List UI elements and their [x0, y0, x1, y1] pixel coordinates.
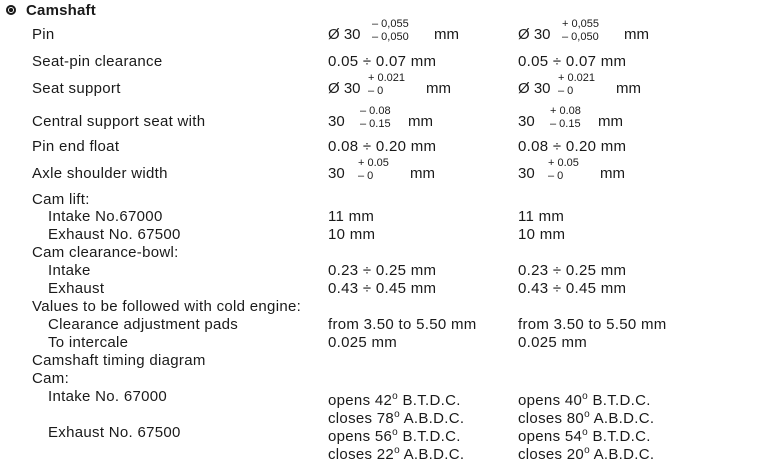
value-col2: from 3.50 to 5.50 mm: [518, 316, 667, 333]
group-label: Cam lift:: [32, 191, 90, 208]
group-label: Cam:: [32, 370, 70, 387]
tol-unit: mm: [600, 165, 625, 182]
row-label: Clearance adjustment pads: [48, 316, 239, 333]
value-col1: 11 mm: [328, 208, 375, 225]
timing-post: A.B.D.C.: [589, 410, 655, 427]
tol-stack: [548, 157, 579, 183]
tol-upper: + 0.08: [550, 105, 581, 117]
tol-upper: – 0,055: [372, 18, 409, 30]
value-col2: 0.08 ÷ 0.20 mm: [518, 138, 627, 155]
value-col1: 0.43 ÷ 0.45 mm: [328, 280, 437, 297]
tol-upper: + 0.021: [558, 72, 596, 84]
row-label: Pin end float: [32, 138, 120, 155]
row-label: To intercale: [48, 334, 129, 351]
tol-stack: [372, 18, 409, 44]
tol-upper: + 0,055: [562, 18, 600, 30]
spec-row-intake-clearance: [0, 262, 761, 280]
value-col2: 10 mm: [518, 226, 566, 243]
spec-group-cam-clearance: [0, 244, 761, 262]
tol-stack: [550, 105, 581, 131]
tol-unit: mm: [426, 80, 451, 97]
tol-base: 30: [518, 165, 535, 182]
timing-pre: opens 42: [328, 392, 393, 409]
group-label: Cam clearance-bowl:: [32, 244, 179, 261]
degree-sign: o: [392, 391, 398, 402]
tol-base: 30: [328, 113, 345, 130]
tol-upper: + 0.05: [358, 157, 389, 169]
section-title: Camshaft: [26, 1, 96, 19]
value-col1: from 3.50 to 5.50 mm: [328, 316, 477, 333]
spec-row-exhaust-timing-close: [0, 442, 761, 463]
value-col1: 0.08 ÷ 0.20 mm: [328, 138, 437, 155]
spec-row-exhaust-lift: [0, 226, 761, 244]
timing-post: A.B.D.C.: [399, 446, 465, 463]
tol-stack: [358, 157, 389, 183]
tol-lower: – 0.15: [550, 118, 581, 130]
value-col1: 10 mm: [328, 226, 376, 243]
value-col2: 0.43 ÷ 0.45 mm: [518, 280, 627, 297]
tol-base: 30: [518, 113, 535, 130]
tol-stack: [360, 105, 391, 131]
timing-post: A.B.D.C.: [399, 410, 465, 427]
row-label: Seat-pin clearance: [32, 53, 163, 70]
degree-sign: o: [582, 391, 588, 402]
spec-row-seat-support: [0, 72, 761, 98]
timing-post: B.T.D.C.: [398, 392, 461, 409]
group-label: Values to be followed with cold engine:: [32, 298, 302, 315]
spec-group-cold-engine: [0, 298, 761, 316]
spec-row-axle-shoulder: [0, 157, 761, 183]
row-label: Exhaust No. 67500: [48, 424, 181, 441]
spec-row-intercale: [0, 334, 761, 352]
timing-pre: closes 78: [328, 410, 395, 427]
spec-row-intake-lift: [0, 208, 761, 226]
value-col1: 0.05 ÷ 0.07 mm: [328, 53, 437, 70]
spec-row-intake-timing-open: [0, 388, 761, 409]
spec-group-timing: [0, 352, 761, 370]
tol-unit: mm: [408, 113, 433, 130]
value-col1: 0.23 ÷ 0.25 mm: [328, 262, 437, 279]
row-label: Axle shoulder width: [32, 165, 168, 182]
spec-row-adjustment-pads: [0, 316, 761, 334]
timing-post: B.T.D.C.: [588, 392, 651, 409]
timing-value: [518, 442, 654, 464]
row-label: Pin: [32, 26, 55, 43]
group-label: Camshaft timing diagram: [32, 352, 206, 369]
tol-base: 30: [328, 165, 345, 182]
tol-upper: – 0.08: [360, 105, 391, 117]
timing-pre: opens 54: [518, 428, 583, 445]
timing-value: [328, 442, 464, 464]
degree-sign: o: [582, 427, 588, 438]
timing-pre: closes 20: [518, 446, 585, 463]
row-label: Exhaust No. 67500: [48, 226, 181, 243]
row-label: Exhaust: [48, 280, 105, 297]
spec-row-exhaust-timing-open: [0, 424, 761, 445]
spec-row-pin-end-float: [0, 138, 761, 156]
spec-row-pin: [0, 18, 761, 44]
tol-upper: + 0.021: [368, 72, 406, 84]
value-col2: 0.05 ÷ 0.07 mm: [518, 53, 627, 70]
row-label: Intake: [48, 262, 91, 279]
degree-sign: o: [394, 409, 400, 420]
tol-base: Ø 30: [518, 80, 551, 97]
tol-base: Ø 30: [518, 26, 551, 43]
spec-row-central-support: [0, 105, 761, 131]
tol-unit: mm: [616, 80, 641, 97]
value-col2: 11 mm: [518, 208, 565, 225]
tol-stack: [368, 72, 405, 98]
tol-lower: – 0: [558, 85, 574, 97]
spec-group-cam-lift: [0, 191, 761, 209]
value-col2: 0.025 mm: [518, 334, 588, 351]
tol-lower: – 0: [358, 170, 374, 182]
timing-post: B.T.D.C.: [398, 428, 461, 445]
tol-unit: mm: [624, 26, 649, 43]
timing-post: B.T.D.C.: [588, 428, 651, 445]
tol-lower: – 0.15: [360, 118, 391, 130]
tol-lower: – 0: [368, 85, 384, 97]
row-label: Seat support: [32, 80, 121, 97]
timing-pre: opens 40: [518, 392, 583, 409]
tol-stack: [562, 18, 599, 44]
tol-lower: – 0: [548, 170, 564, 182]
tol-unit: mm: [434, 26, 459, 43]
spec-row-exhaust-clearance: [0, 280, 761, 298]
row-label: Intake No. 67000: [48, 388, 168, 405]
tol-base: Ø 30: [328, 26, 361, 43]
tol-lower: – 0,050: [372, 31, 409, 43]
row-label: Intake No.67000: [48, 208, 163, 225]
tol-upper: + 0.05: [548, 157, 579, 169]
tol-base: Ø 30: [328, 80, 361, 97]
value-col2: 0.23 ÷ 0.25 mm: [518, 262, 627, 279]
row-label: Central support seat with: [32, 113, 206, 130]
timing-post: A.B.D.C.: [589, 446, 655, 463]
degree-sign: o: [584, 409, 590, 420]
timing-pre: closes 80: [518, 410, 585, 427]
spec-row-intake-timing-close: [0, 406, 761, 427]
tol-unit: mm: [598, 113, 623, 130]
degree-sign: o: [392, 427, 398, 438]
tol-lower: – 0,050: [562, 31, 599, 43]
value-col1: 0.025 mm: [328, 334, 398, 351]
section-heading: [6, 0, 96, 20]
spec-group-cam: [0, 370, 761, 388]
tol-stack: [558, 72, 595, 98]
degree-sign: o: [394, 445, 400, 456]
timing-pre: closes 22: [328, 446, 395, 463]
timing-pre: opens 56: [328, 428, 393, 445]
bullet-icon: [6, 5, 16, 15]
tol-unit: mm: [410, 165, 435, 182]
spec-row-seat-pin: [0, 53, 761, 71]
degree-sign: o: [584, 445, 590, 456]
